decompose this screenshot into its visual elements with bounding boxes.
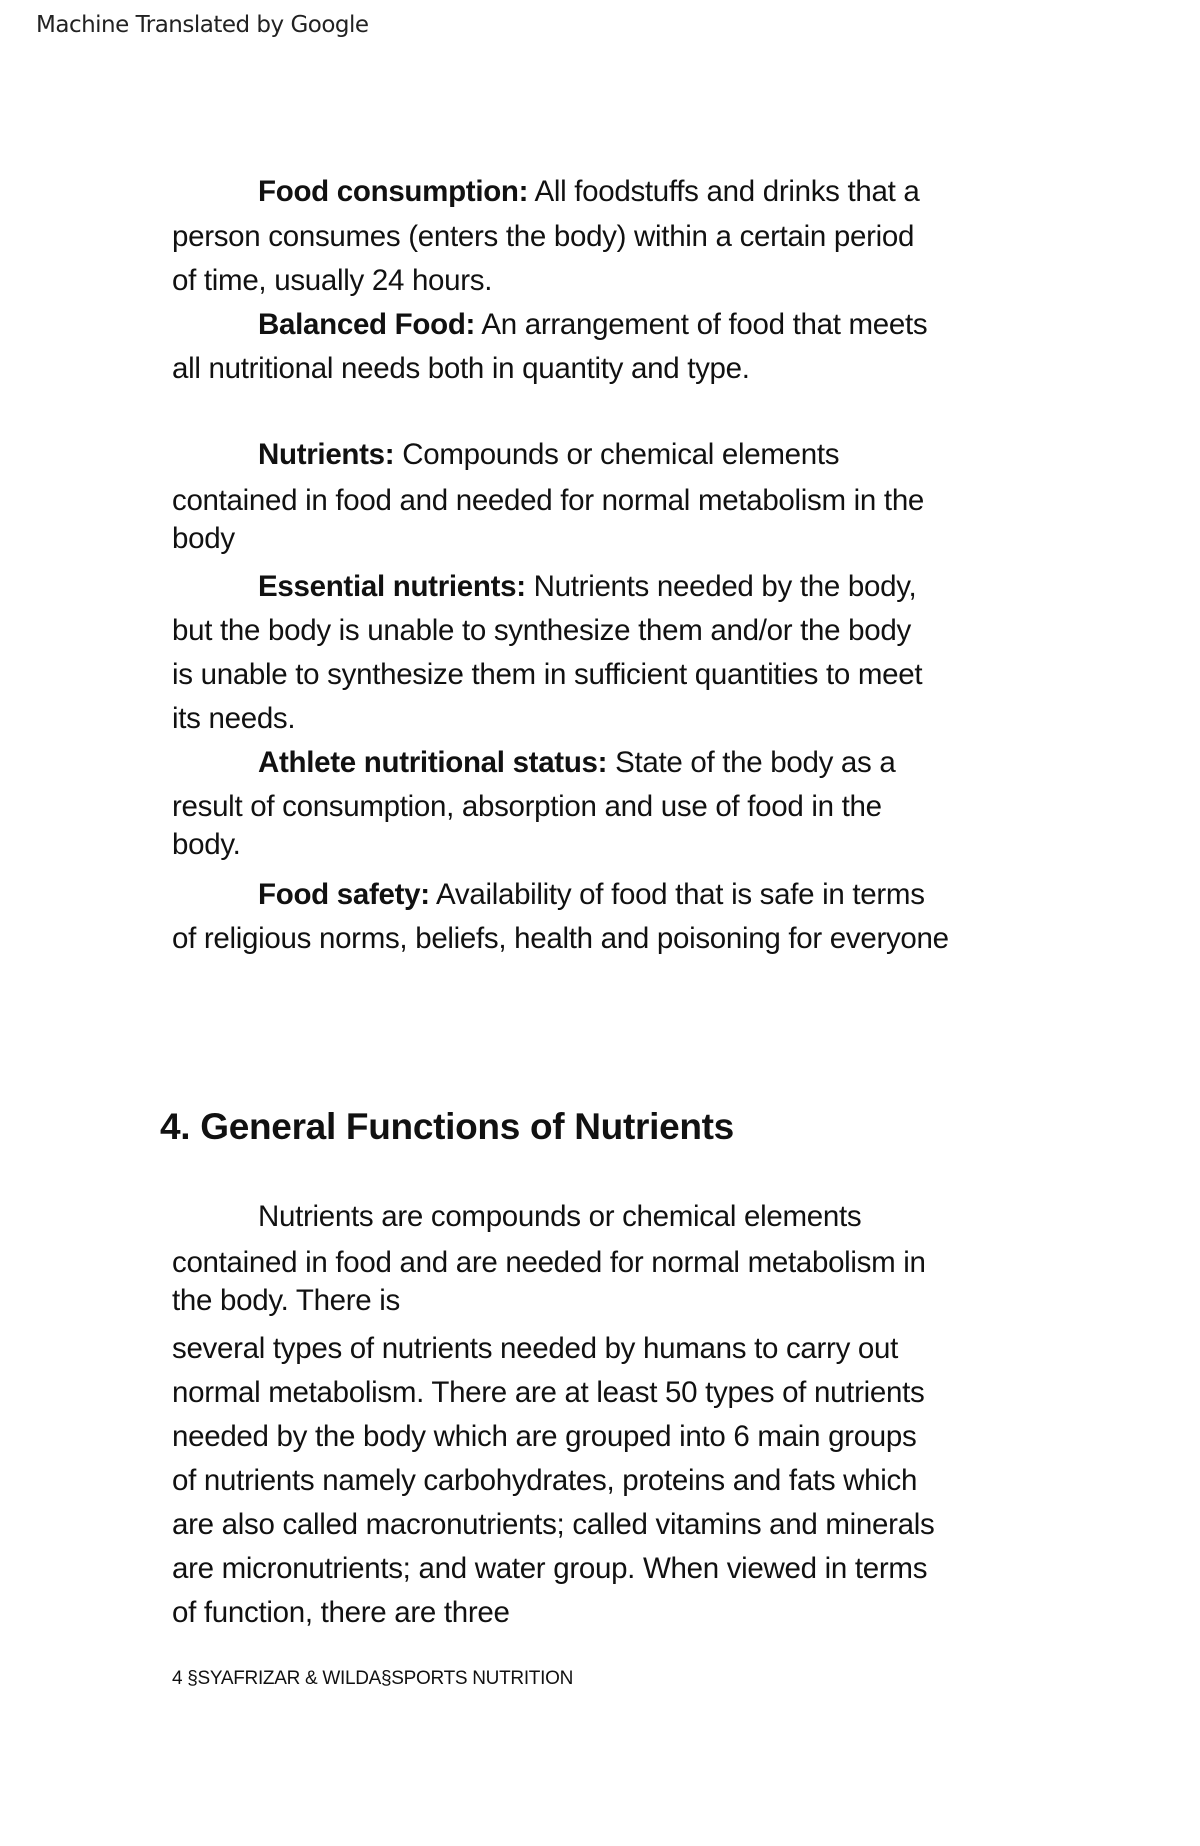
section-heading: 4. General Functions of Nutrients	[160, 1106, 734, 1147]
definition-text: Availability of food that is safe in terms	[429, 878, 925, 911]
paragraph-line: are micronutrients; and water group. When viewed in terms	[172, 1552, 928, 1585]
definition-line: of religious norms, beliefs, health and poisoning for everyone	[172, 922, 949, 955]
definition-term: Balanced Food:	[258, 308, 476, 341]
definition-line	[258, 440, 839, 470]
definition-line	[258, 177, 920, 207]
definition-line: but the body is unable to synthesize them and/or the body	[172, 614, 911, 647]
definition-line	[258, 880, 925, 910]
definition-line: contained in food and needed for normal metabolism in the	[172, 484, 925, 517]
paragraph-line: normal metabolism. There are at least 50 types of nutrients	[172, 1376, 925, 1409]
definition-line: result of consumption, absorption and use of food in the	[172, 790, 882, 823]
definition-line	[258, 310, 927, 340]
definition-text: All foodstuffs and drinks that a	[528, 175, 920, 208]
definition-term: Essential nutrients:	[258, 570, 526, 603]
definition-line: its needs.	[172, 702, 296, 735]
translation-banner: Machine Translated by Google	[36, 12, 369, 38]
paragraph-line: of function, there are three	[172, 1596, 510, 1629]
definition-line: is unable to synthesize them in sufficient quantities to meet	[172, 658, 923, 691]
paragraph-line: contained in food and are needed for normal metabolism in	[172, 1246, 926, 1279]
definition-term: Food safety:	[258, 878, 430, 911]
definition-line: of time, usually 24 hours.	[172, 264, 493, 297]
paragraph-line: needed by the body which are grouped into 6 main groups	[172, 1420, 917, 1453]
paragraph-line: Nutrients are compounds or chemical elements	[258, 1200, 862, 1233]
definition-term: Nutrients:	[258, 438, 395, 471]
definition-text: An arrangement of food that meets	[475, 308, 928, 341]
definition-line: body.	[172, 828, 241, 861]
definition-term: Athlete nutritional status:	[258, 746, 608, 779]
definition-line	[258, 748, 896, 778]
page-footer: 4 §SYAFRIZAR & WILDA§SPORTS NUTRITION	[172, 1668, 573, 1689]
definition-term: Food consumption:	[258, 175, 529, 208]
definition-line: all nutritional needs both in quantity and type.	[172, 352, 750, 385]
definition-line: person consumes (enters the body) within a certain period	[172, 220, 915, 253]
definition-text: Nutrients needed by the body,	[525, 570, 917, 603]
definition-text: State of the body as a	[607, 746, 896, 779]
paragraph-line: several types of nutrients needed by humans to carry out	[172, 1332, 899, 1365]
paragraph-line: the body. There is	[172, 1284, 401, 1317]
definition-line: body	[172, 522, 235, 555]
paragraph-line: are also called macronutrients; called vitamins and minerals	[172, 1508, 935, 1541]
paragraph-line: of nutrients namely carbohydrates, proteins and fats which	[172, 1464, 918, 1497]
definition-text: Compounds or chemical elements	[394, 438, 840, 471]
definition-line	[258, 572, 916, 602]
